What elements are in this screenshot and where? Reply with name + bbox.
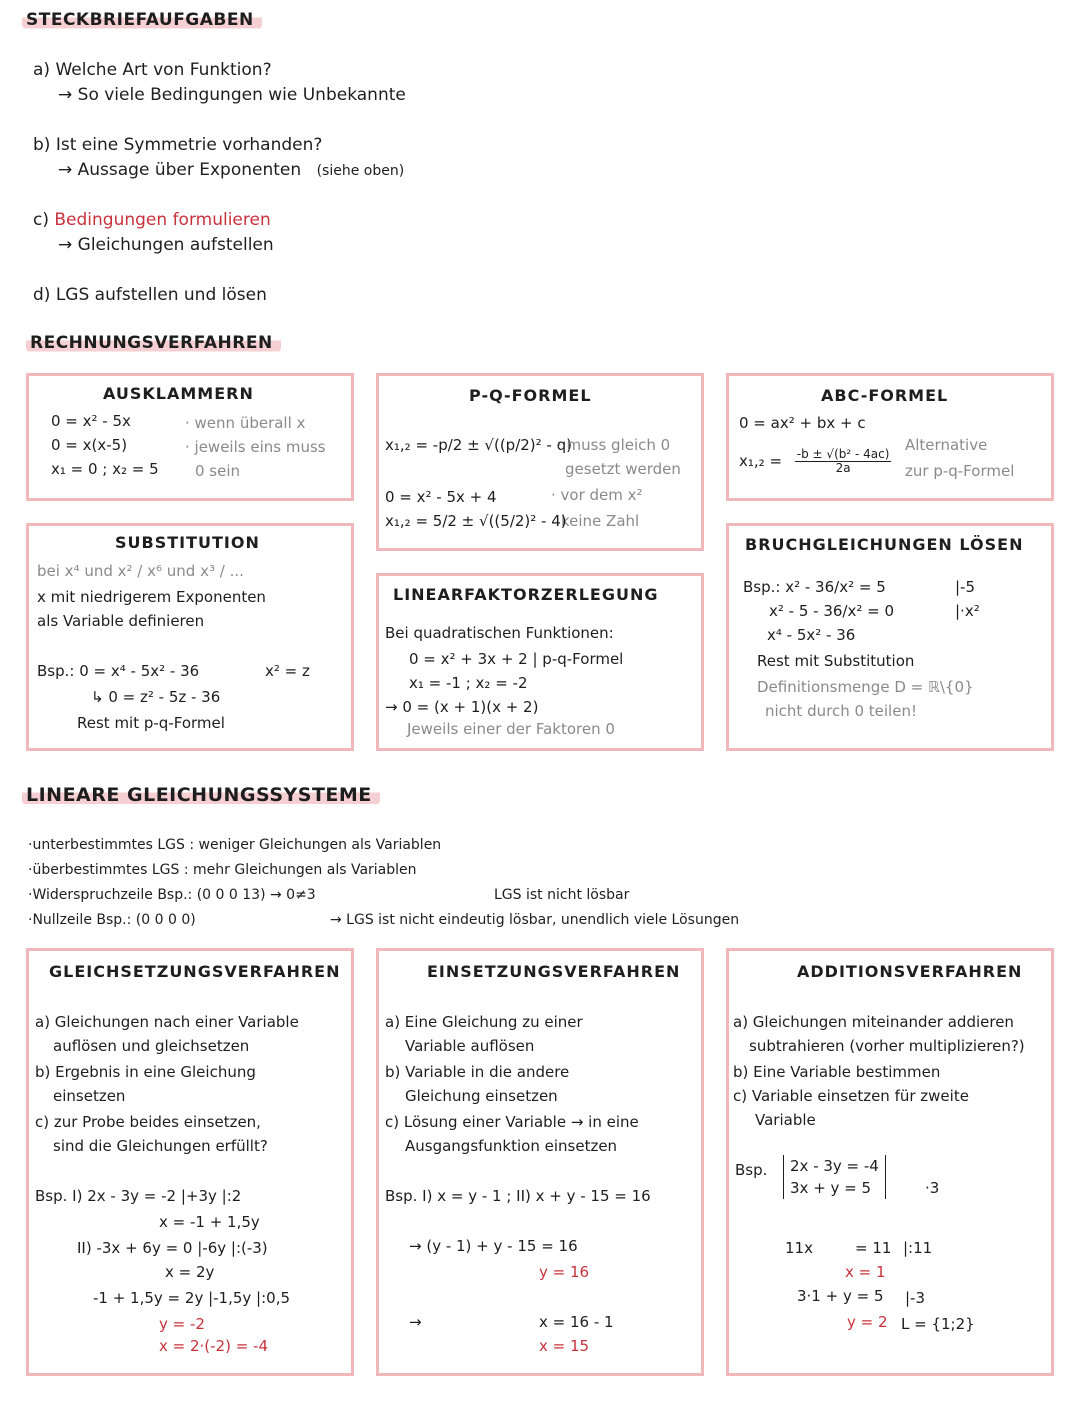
steckbrief-c1 (33, 208, 271, 232)
steckbrief-d1: d) LGS aufstellen und lösen (33, 285, 267, 305)
heading-rechnungsverfahren: RECHNUNGSVERFAHREN (26, 333, 281, 353)
einsetz-l5: c) Lösung einer Variable → in eine (385, 1113, 639, 1131)
pq-formula: x₁,₂ = -p/2 ± √((p/2)² - q) (385, 436, 572, 454)
bruch-l1b: |-5 (955, 578, 976, 596)
pq-n1: · muss gleich 0 (557, 436, 671, 454)
addition-e6b: L = {1;2} (901, 1315, 975, 1333)
bruch-l2: x² - 5 - 36/x² = 0 (769, 602, 895, 620)
einsetz-e2: → (y - 1) + y - 15 = 16 (409, 1237, 578, 1255)
lgs-l1: ·unterbestimmtes LGS : weniger Gleichungen als Variablen (28, 837, 442, 853)
gleich-l3: b) Ergebnis in eine Gleichung (35, 1063, 256, 1081)
ausklammern-n2: · jeweils eins muss (185, 438, 326, 456)
pq-n4: keine Zahl (561, 512, 640, 530)
gleich-e4: x = 2y (165, 1263, 215, 1281)
linear-l1: Bei quadratischen Funktionen: (385, 624, 614, 642)
substitution-l3: als Variable definieren (37, 612, 205, 630)
gleich-l1: a) Gleichungen nach einer Variable (35, 1013, 299, 1031)
einsetz-e1: Bsp. I) x = y - 1 ; II) x + y - 15 = 16 (385, 1187, 651, 1205)
bruch-l5: Definitionsmenge D = ℝ\{0} (757, 678, 974, 696)
linear-l5: Jeweils einer der Faktoren 0 (407, 720, 615, 738)
ausklammern-n3: 0 sein (195, 462, 241, 480)
bruch-l1: Bsp.: x² - 36/x² = 5 (743, 578, 886, 596)
box-additionsverfahren (726, 948, 1054, 1376)
einsetz-e4: → (409, 1313, 422, 1331)
pq-n3: · vor dem x² (551, 486, 643, 504)
bruch-title: BRUCHGLEICHUNGEN LÖSEN (745, 535, 1024, 554)
substitution-l6: Rest mit p-q-Formel (77, 714, 225, 732)
pq-n2: gesetzt werden (565, 460, 681, 478)
einsetz-title: EINSETZUNGSVERFAHREN (427, 962, 681, 981)
addition-e0: Bsp. (735, 1161, 768, 1179)
lgs-l3b: LGS ist nicht lösbar (494, 887, 630, 903)
addition-l3: b) Eine Variable bestimmen (733, 1063, 941, 1081)
addition-system (783, 1155, 886, 1199)
lgs-l2: ·überbestimmtes LGS : mehr Gleichungen als Variablen (28, 862, 417, 878)
pq-ex1: 0 = x² - 5x + 4 (385, 488, 497, 506)
steckbrief-b1: b) Ist eine Symmetrie vorhanden? (33, 135, 323, 155)
einsetz-l1: a) Eine Gleichung zu einer (385, 1013, 583, 1031)
steckbrief-c2: → Gleichungen aufstellen (58, 235, 274, 255)
einsetz-l6: Ausgangsfunktion einsetzen (405, 1137, 618, 1155)
bruch-l2b: |·x² (955, 602, 980, 620)
gleich-e2: x = -1 + 1,5y (159, 1213, 260, 1231)
addition-e1: 2x - 3y = -4 (790, 1157, 879, 1175)
box-einsetzungsverfahren (376, 948, 704, 1376)
gleich-l4: einsetzen (53, 1087, 126, 1105)
pq-ex2: x₁,₂ = 5/2 ± √((5/2)² - 4) (385, 512, 567, 530)
ausklammern-l2: 0 = x(x-5) (51, 436, 128, 454)
ausklammern-n1: · wenn überall x (185, 414, 306, 432)
ausklammern-l1: 0 = x² - 5x (51, 412, 131, 430)
abc-lhs: x₁,₂ = (739, 452, 783, 470)
substitution-l1: bei x⁴ und x² / x⁶ und x³ / ... (37, 562, 244, 580)
steckbrief-c1-prefix: c) (33, 210, 55, 230)
addition-e5: 3·1 + y = 5 (797, 1287, 884, 1305)
substitution-l2: x mit niedrigerem Exponenten (37, 588, 266, 606)
abc-formula (739, 448, 891, 475)
box-linearfaktorzerlegung (376, 573, 704, 751)
lgs-l4a: ·Nullzeile Bsp.: (0 0 0 0) (28, 912, 196, 928)
steckbrief-a1: a) Welche Art von Funktion? (33, 60, 272, 80)
linear-l3: x₁ = -1 ; x₂ = -2 (409, 674, 528, 692)
substitution-l4: Bsp.: 0 = x⁴ - 5x² - 36 (37, 662, 200, 680)
gleich-l6: sind die Gleichungen erfüllt? (53, 1137, 268, 1155)
addition-e3c: |:11 (903, 1239, 933, 1257)
addition-e3b: = 11 (855, 1239, 892, 1257)
substitution-title: SUBSTITUTION (115, 533, 260, 552)
box-pq-formel (376, 373, 704, 551)
addition-l5: Variable (755, 1111, 816, 1129)
einsetz-l4: Gleichung einsetzen (405, 1087, 558, 1105)
gleich-l2: auflösen und gleichsetzen (53, 1037, 250, 1055)
pq-title: P-Q-FORMEL (469, 386, 592, 405)
gleich-e6: y = -2 (159, 1315, 205, 1333)
linear-l4: → 0 = (x + 1)(x + 2) (385, 698, 539, 716)
box-abc-formel (726, 373, 1054, 501)
addition-l2: subtrahieren (vorher multiplizieren?) (749, 1037, 1025, 1055)
bruch-l6: nicht durch 0 teilen! (765, 702, 917, 720)
ausklammern-l3: x₁ = 0 ; x₂ = 5 (51, 460, 159, 478)
gleich-e5: -1 + 1,5y = 2y |-1,5y |:0,5 (93, 1289, 291, 1307)
box-gleichsetzungsverfahren (26, 948, 354, 1376)
heading-steckbrief: STECKBRIEFAUFGABEN (22, 10, 262, 30)
abc-n1: Alternative (905, 436, 988, 454)
steckbrief-a2: → So viele Bedingungen wie Unbekannte (58, 85, 406, 105)
addition-e3a: 11x (785, 1239, 813, 1257)
steckbrief-c1-red: Bedingungen formulieren (54, 210, 271, 230)
steckbrief-b2-text: → Aussage über Exponenten (58, 160, 302, 180)
addition-l4: c) Variable einsetzen für zweite (733, 1087, 969, 1105)
box-bruchgleichungen (726, 523, 1054, 751)
gleich-title: GLEICHSETZUNGSVERFAHREN (49, 962, 341, 981)
box-ausklammern (26, 373, 354, 501)
addition-title: ADDITIONSVERFAHREN (797, 962, 1023, 981)
einsetz-l2: Variable auflösen (405, 1037, 535, 1055)
abc-numerator: -b ± √(b² - 4ac) (796, 447, 890, 461)
substitution-l4b: x² = z (265, 662, 310, 680)
einsetz-e3: y = 16 (539, 1263, 590, 1281)
einsetz-l3: b) Variable in die andere (385, 1063, 570, 1081)
abc-l1: 0 = ax² + bx + c (739, 414, 866, 432)
lgs-l3a: ·Widerspruchzeile Bsp.: (0 0 0 13) → 0≠3 (28, 887, 316, 903)
ausklammern-title: AUSKLAMMERN (103, 384, 254, 403)
linear-l2: 0 = x² + 3x + 2 | p-q-Formel (409, 650, 624, 668)
abc-n2: zur p-q-Formel (905, 462, 1015, 480)
gleich-e3: II) -3x + 6y = 0 |-6y |:(-3) (77, 1239, 268, 1257)
einsetz-e6: x = 15 (539, 1337, 590, 1355)
steckbrief-b2 (58, 158, 404, 183)
addition-l1: a) Gleichungen miteinander addieren (733, 1013, 1014, 1031)
abc-fraction (795, 448, 892, 475)
gleich-e1: Bsp. I) 2x - 3y = -2 |+3y |:2 (35, 1187, 242, 1205)
bruch-l3: x⁴ - 5x² - 36 (767, 626, 856, 644)
substitution-l5: ↳ 0 = z² - 5z - 36 (91, 688, 221, 706)
abc-title: ABC-FORMEL (821, 386, 949, 405)
steckbrief-b2-note: (siehe oben) (316, 163, 405, 179)
box-substitution (26, 523, 354, 751)
addition-e2: 3x + y = 5 (790, 1179, 872, 1197)
abc-denominator: 2a (835, 461, 851, 475)
gleich-l5: c) zur Probe beides einsetzen, (35, 1113, 261, 1131)
addition-e6: y = 2 (847, 1313, 888, 1331)
linear-title: LINEARFAKTORZERLEGUNG (393, 585, 659, 604)
addition-e2b: ·3 (925, 1179, 940, 1197)
gleich-e7: x = 2·(-2) = -4 (159, 1337, 269, 1355)
einsetz-e5: x = 16 - 1 (539, 1313, 614, 1331)
addition-e4: x = 1 (845, 1263, 886, 1281)
lgs-l4b: → LGS ist nicht eindeutig lösbar, unendlich viele Lösungen (330, 912, 740, 928)
bruch-l4: Rest mit Substitution (757, 652, 915, 670)
heading-lineare-gleichungssysteme: LINEARE GLEICHUNGSSYSTEME (22, 784, 380, 806)
addition-e5b: |-3 (905, 1289, 926, 1307)
